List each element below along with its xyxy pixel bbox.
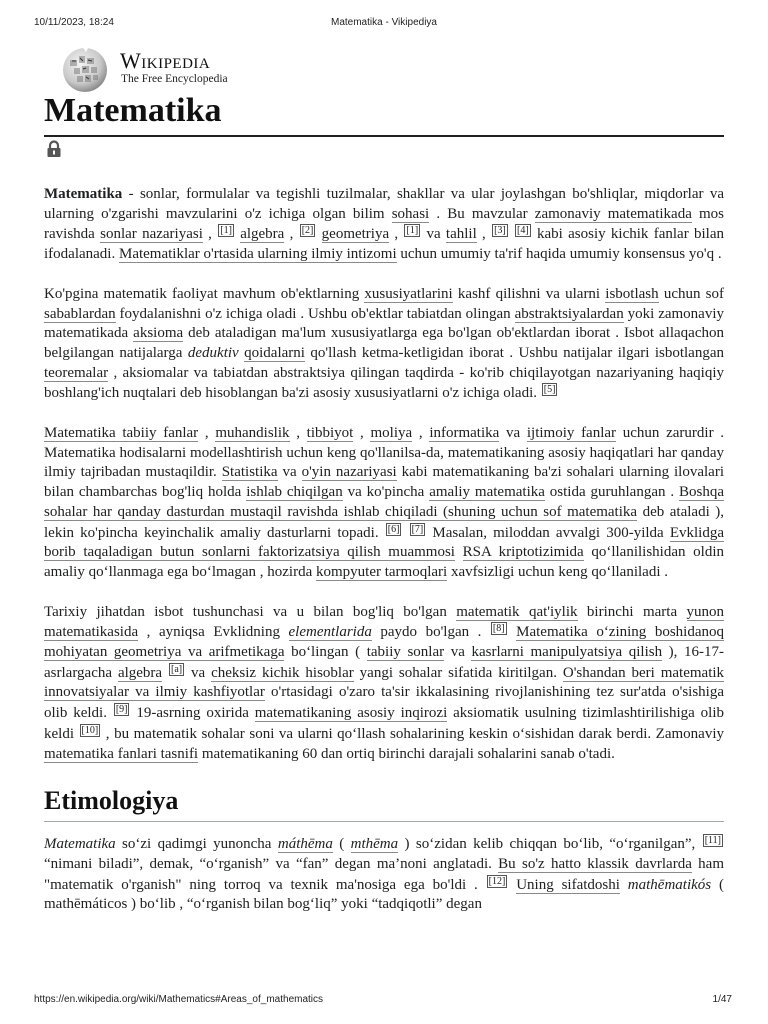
body-text: ostida guruhlangan . [544,484,679,501]
article-link[interactable]: Bu so'z hatto klassik davrlarda [498,855,692,872]
footnote-ref[interactable]: [12] [488,875,506,887]
body-text: , [476,226,492,243]
wikipedia-tagline: The Free Encyclopedia [121,73,228,85]
section-divider [44,821,724,822]
body-text: qo'llash ketma-ketligidan iborat . Ushbu natijalar ilgari isbotlangan [304,344,724,361]
lock-icon [46,140,62,158]
article-link[interactable]: RSA kriptotizimida [462,544,584,561]
article-link[interactable]: moliya [370,425,413,442]
body-text: - sonlar, formulalar va tegishli tuzilmalar, shakllar va ular joylashgan bo'shliqlar, miqdorlar va ularning o'zgarishi mavzularini o'z ichiga olgan bilim [44,186,724,222]
article-link[interactable]: qoidalarni [244,344,305,361]
body-text: , [284,226,299,243]
body-text: , [389,226,404,243]
article-link[interactable]: algebra [240,226,285,243]
print-url: https://en.wikipedia.org/wiki/Mathematics#Areas_of_mathematics [34,994,324,1005]
article-link[interactable]: aksioma [133,325,184,342]
article-paragraph-abstraction [44,285,724,404]
body-text: yangi sohalar sifatida kiritilgan. [353,664,563,681]
wikipedia-wordmark: Wikipedia [120,48,211,73]
body-text: ) so‘zidan kelib chiqqan bo‘lib, “o‘rganilgan”, [398,836,702,853]
body-text: qo‘llanilishidan oldin amaliy qo‘llanmaga ega bo‘lmagan , hozirda [44,544,725,580]
body-text: xavfsizligi uchun keng qo‘llaniladi . [447,563,668,580]
body-text [162,665,168,681]
print-datetime: 10/11/2023, 18:24 [34,17,114,28]
body-text: bo‘lingan ( [284,644,367,661]
article-paragraph-history [44,603,724,765]
body-text: Tarixiy jihatdan isbot tushunchasi va u bilan bog'liq bo'lgan [44,603,457,620]
article-link[interactable]: isbotlash [605,285,659,302]
footnote-ref[interactable]: [1] [406,225,419,237]
body-text: Ko'pgina matematik faoliyat mavhum ob'ektlarning [44,285,365,302]
footnote-ref[interactable]: [8] [492,623,505,635]
article-link[interactable]: Statistika [221,464,278,481]
article-link[interactable]: informatika [429,425,500,442]
title-divider [44,135,724,137]
body-text: va [499,425,527,442]
body-text: ( mathēmáticos ) bo‘lib , “o‘rganish bilan bog‘liq” yoki “tadqiqotli” degan [44,876,724,913]
article-link[interactable]: Matematika tabiiy fanlar [44,425,199,442]
article-link[interactable]: tahlil [445,226,477,243]
article-paragraph-intro [44,185,724,265]
footnote-ref[interactable]: [1] [220,225,232,237]
article-link[interactable]: kasrlarni manipulyatsiya qilish [471,644,663,661]
body-text: , ayniqsa Evklidning [138,624,289,641]
article-link[interactable]: máthēma [277,836,333,853]
italic-term: mathēmatikós [627,876,712,893]
print-footer [34,994,734,1008]
body-text: deb ataladigan ma'lum xususiyatlarga ega bo'lgan ob'ektlardan iborat . Isbot allaqachon belgilangan natijalarga [44,325,724,361]
article-link[interactable]: matematika fanlari tasnifi [44,745,199,762]
body-text: ham "matematik o'rganish" ning torroq va texnik ma'nosiga ega bo'ldi . [44,855,724,893]
article-paragraph-etymology [44,834,724,915]
body-text: ( [332,836,351,853]
article-link[interactable]: Uning sifatdoshi [516,876,620,893]
article-link[interactable]: cheksiz kichik hisoblar [211,664,354,681]
article-link[interactable]: tibbiyot [306,425,354,442]
article-link[interactable]: o'yin nazariyasi [301,464,397,481]
article-link[interactable]: zamonaviy matematikada [534,205,692,222]
body-text: , aksiomalar va tabiatdan abstraktsiya qilingan taqdirda - ko'rib chiqilayotgan nazariyaning haqiqiy boshlang'ich nuqtalari deb hisoblangan ba'zi asosiy xususiyatlarni o'z ichiga oladi. [44,364,724,402]
footnote-ref[interactable]: [2] [301,225,314,237]
article-link[interactable]: sabablardan [44,305,116,322]
body-text: , [412,425,430,442]
body-text: va [421,226,446,243]
article-body [44,185,724,915]
body-text [402,525,408,541]
article-link[interactable]: ijtimoiy fanlar [526,425,617,442]
body-text: kashf qilishni va ularni [452,285,606,302]
article-link[interactable]: matematikaning asosiy inqirozi [254,705,448,722]
body-text: matematikaning 60 dan ortiq birinchi darajali sohalarini sanab o'tadi. [198,745,615,762]
body-text [316,226,321,242]
body-text: uchun umumiy ta'rif haqida umumiy konsensus yo'q . [396,246,722,263]
body-text: yoki zamonaviy matematikada [44,305,725,342]
italic-term: deduktiv [187,344,239,361]
article-link[interactable]: teoremalar [44,364,109,381]
body-text: , [353,425,371,442]
article-link[interactable]: geometriya [321,226,390,243]
article-link[interactable]: Boshqa sohalar har qanday dasturdan mustaqil ravishda ishlab chiqiladi (shuning uchun sof matematika [44,484,724,520]
body-text [455,544,463,560]
body-text: va [277,464,302,481]
article-link[interactable]: abstraktsiyalardan [514,305,624,322]
article-link[interactable]: ishlab chiqilgan [246,484,343,501]
body-text: uchun zarurdir . Matematika hodisalarni modellashtirish uchun keng qo'llanilsa-da, matematikaning asosiy haqiqatlari har qanday ilmiy tajribadan mustaqildir. [44,425,725,481]
body-text: , [198,425,216,442]
body-text [509,226,514,242]
article-link[interactable]: Evklidga borib taqaladigan butun sonlarni faktorizatsiya qilish muammosi [44,524,724,561]
footnote-ref[interactable]: [3] [494,225,506,237]
body-text: . Bu mavzular [429,205,535,222]
print-page-number: 1/47 [712,994,732,1005]
body-text: va [185,664,212,681]
article-link[interactable]: mthēma [350,836,399,853]
article-link[interactable]: matematik qat'iylik [456,603,578,620]
body-text: ), 16-17-asrlargacha [44,644,724,681]
body-text [508,624,517,640]
article-link[interactable]: sohasi [391,205,430,222]
body-text: “nimani biladi”, demak, “o‘rganish” va “fan” degan ma’noni anglatadi. [44,855,499,872]
print-header [34,17,734,31]
body-text: kabi asosiy kichik fanlar bilan ifodalanadi. [44,226,724,263]
body-text: Masalan, miloddan avvalgi 300-yilda [426,524,670,541]
article-link[interactable]: O'shandan beri matematik innovatsiyalar va ilmiy kashfiyotlar [44,664,725,701]
footnote-ref[interactable]: [11] [704,835,721,847]
body-text: kabi matematikaning ba'zi sohalari ularning ilovalari bilan chambarchas bog'liq holda [44,464,724,501]
print-page-title: Matematika - Vikipediya [331,17,437,28]
body-text: 19-asrning oxirida [130,705,255,722]
body-text: mos ravishda [44,205,724,243]
article-link[interactable]: amaliy matematika [429,484,545,501]
section-heading-etimologiya: Etimologiya [44,786,179,816]
article-link[interactable]: elementlarida [288,624,372,641]
wikipedia-globe-icon [60,46,110,94]
article-link[interactable]: kompyuter tarmoqlari [315,563,448,580]
article-link[interactable]: muhandislik [215,425,290,442]
body-text: , bu matematik sohalar soni va ularni qo‘llash sohalarining keskin o‘sishidan darak berdi. Zamonaviy [101,725,724,742]
footnote-ref[interactable]: [6] [387,523,400,535]
bold-term: Matematika [44,186,123,202]
body-text: deb ataladi ), lekin ko'pincha keyinchalik amaliy dasturlarni topadi. [44,503,724,541]
body-text: , [289,425,307,442]
body-text: va ko'pincha [342,484,430,501]
article-link[interactable]: tabiiy sonlar [366,644,445,661]
body-text: , [202,226,218,243]
article-paragraph-applications [44,424,724,583]
footnote-ref[interactable]: [5] [543,384,556,396]
body-text: va [444,644,472,661]
body-text [620,877,628,893]
footnote-ref[interactable]: [7] [411,523,424,535]
body-text: uchun sof [658,285,724,302]
footnote-ref[interactable]: [10] [81,724,99,736]
italic-term: Matematika [44,836,116,853]
footnote-ref[interactable]: [4] [517,225,529,237]
article-link[interactable]: xususiyatlarini [364,285,453,302]
body-text: birinchi marta [577,603,687,620]
footnote-ref[interactable]: [a] [171,663,183,675]
article-link[interactable]: Matematiklar o'rtasida ularning ilmiy intizomi [118,246,397,263]
body-text: foydalanishni o'z ichiga oladi . Ushbu ob'ektlar tabiatdan olingan [115,305,515,322]
footnote-ref[interactable]: [9] [115,704,128,716]
body-text: o'rtasidagi o'zaro ta'sir ikkalasining rivojlanishining tez sur'atda o'sishiga olib keldi. [44,684,724,722]
article-link[interactable]: Matematika o‘zining boshidanoq mohiyatan geometriya va arifmetikaga [44,624,724,661]
article-link[interactable]: yunon matematikasida [44,603,725,641]
page-title: Matematika [44,92,222,129]
body-text: so‘zi qadimgi yunoncha [115,836,278,853]
body-text: aksiomatik usulning tizimlashtirilishiga olib keldi [44,705,724,742]
body-text: paydo bo'lgan . [371,624,490,641]
article-link[interactable]: algebra [117,664,163,681]
article-link[interactable]: sonlar nazariyasi [100,226,203,243]
